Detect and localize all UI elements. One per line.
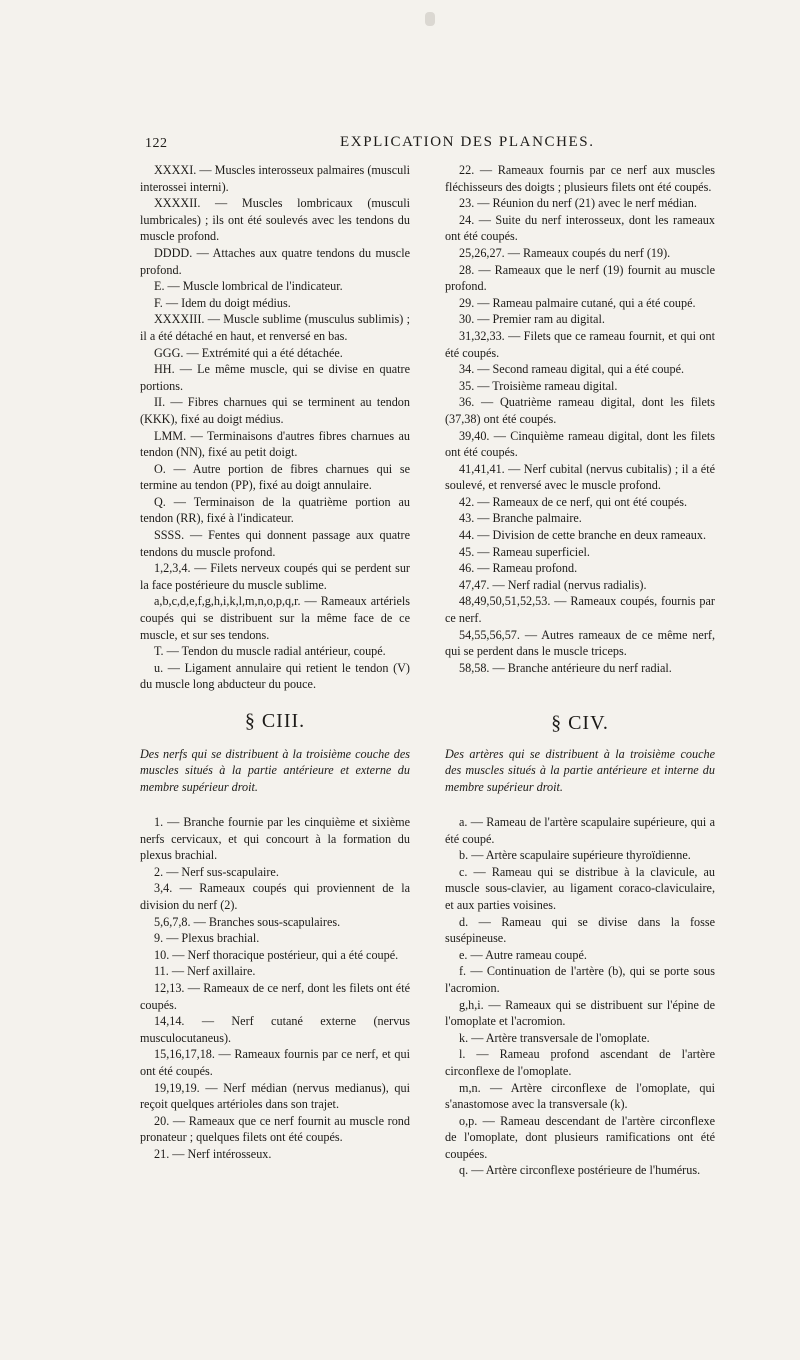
entry: 28. — Rameaux que le nerf (19) fournit au muscle profond. (445, 262, 715, 294)
entry: 35. — Troisième rameau digital. (459, 378, 618, 393)
entry: 21. — Nerf intérosseux. (154, 1146, 272, 1161)
entry: d. — Rameau qui se divise dans la fosse susépineuse. (445, 914, 715, 946)
section-heading-civ: § CIV. (551, 712, 609, 734)
entry: e. — Autre rameau coupé. (459, 947, 587, 962)
left-column-bottom (140, 814, 410, 1162)
entry: 11. — Nerf axillaire. (154, 964, 256, 979)
section-description-civ: Des artères qui se distribuent à la troisième couche des muscles situés à la partie antérieure et interne du membre supérieur droit. (445, 747, 715, 794)
entry: 58,58. — Branche antérieure du nerf radial. (459, 660, 672, 675)
entry: 45. — Rameau superficiel. (459, 544, 590, 559)
entry: 41,41,41. — Nerf cubital (nervus cubitalis) ; il a été soulevé, et renversé avec le muscle profond. (445, 461, 715, 493)
entry: 46. — Rameau profond. (459, 561, 578, 576)
entry: 22. — Rameaux fournis par ce nerf aux muscles fléchisseurs des doigts ; plusieurs filets ont été coupés. (445, 163, 715, 194)
entry: q. — Artère circonflexe postérieure de l'humérus. (459, 1163, 701, 1178)
entry: XXXXIII. — Muscle sublime (musculus sublimis) ; il a été détaché en haut, et renversé en bas. (140, 312, 410, 343)
entry: 12,13. — Rameaux de ce nerf, dont les filets ont été coupés. (140, 980, 410, 1012)
entry: 20. — Rameaux que ce nerf fournit au muscle rond pronateur ; quelques filets ont été coupés. (140, 1113, 410, 1145)
entry: b. — Artère scapulaire supérieure thyroïdienne. (459, 848, 691, 863)
entry: 19,19,19. — Nerf médian (nervus medianus), qui reçoit quelques artérioles dans son trajet. (140, 1080, 410, 1112)
entry: 43. — Branche palmaire. (459, 511, 582, 526)
entry: c. — Rameau qui se distribue à la clavicule, au muscle sous-clavier, au ligament coraco-claviculaire, et aux parties voisines. (445, 864, 715, 912)
entry: F. — Idem du doigt médius. (154, 295, 291, 310)
entry: o,p. — Rameau descendant de l'artère circonflexe de l'omoplate, dont plusieurs ramifications ont été coupées. (445, 1113, 715, 1161)
entry: XXXXII. — Muscles lombricaux (musculi lumbricales) ; ils ont été soulevés avec les tendons du muscle profond. (140, 196, 410, 244)
entry: 23. — Réunion du nerf (21) avec le nerf médian. (459, 196, 697, 211)
entry: DDDD. — Attaches aux quatre tendons du muscle profond. (140, 245, 410, 277)
entry: E. — Muscle lombrical de l'indicateur. (154, 279, 343, 294)
entry: 29. — Rameau palmaire cutané, qui a été coupé. (459, 295, 696, 310)
entry: 54,55,56,57. — Autres rameaux de ce même nerf, qui se perdent dans le muscle triceps. (445, 627, 715, 659)
entry: k. — Artère transversale de l'omoplate. (459, 1030, 650, 1045)
entry: 44. — Division de cette branche en deux rameaux. (459, 528, 707, 543)
entry: SSSS. — Fentes qui donnent passage aux quatre tendons du muscle profond. (140, 528, 410, 559)
entry: 48,49,50,51,52,53. — Rameaux coupés, fournis par ce nerf. (445, 594, 715, 626)
entry: m,n. — Artère circonflexe de l'omoplate, qui s'anastomose avec la transversale (k). (445, 1080, 715, 1112)
entry: 3,4. — Rameaux coupés qui proviennent de la division du nerf (2). (140, 881, 410, 912)
entry: II. — Fibres charnues qui se terminent au tendon (KKK), fixé au doigt médius. (140, 395, 410, 426)
entry: XXXXI. — Muscles interosseux palmaires (musculi interossei interni). (140, 163, 410, 194)
entry: 2. — Nerf sus-scapulaire. (154, 864, 279, 879)
entry: g,h,i. — Rameaux qui se distribuent sur l'épine de l'omoplate et l'acromion. (445, 997, 715, 1029)
entry: 30. — Premier ram au digital. (459, 312, 605, 327)
entry: 9. — Plexus brachial. (154, 931, 260, 946)
entry: O. — Autre portion de fibres charnues qui se termine au tendon (PP), fixé au doigt annulaire. (140, 461, 410, 493)
entry: 47,47. — Nerf radial (nervus radialis). (459, 577, 647, 592)
entry: a. — Rameau de l'artère scapulaire supérieure, qui a été coupé. (445, 815, 715, 846)
section-description-ciii: Des nerfs qui se distribuent à la troisième couche des muscles situés à la partie antérieure et externe du membre supérieur droit. (140, 747, 410, 794)
entry: 34. — Second rameau digital, qui a été coupé. (459, 362, 685, 377)
paper-stain (425, 12, 435, 26)
entry: a,b,c,d,e,f,g,h,i,k,l,m,n,o,p,q,r. — Rameaux artériels coupés qui se distribuent sur la même face de ce muscle, et sur ses tendons. (140, 594, 410, 642)
entry: 5,6,7,8. — Branches sous-scapulaires. (154, 914, 341, 929)
entry: l. — Rameau profond ascendant de l'artère circonflexe de l'omoplate. (445, 1047, 715, 1078)
left-column-top (140, 162, 410, 693)
entry: GGG. — Extrémité qui a été détachée. (154, 345, 343, 360)
entry: 14,14. — Nerf cutané externe (nervus musculocutaneus). (140, 1014, 410, 1045)
page-number: 122 (145, 136, 168, 151)
entry: f. — Continuation de l'artère (b), qui se porte sous l'acromion. (445, 964, 715, 995)
right-column-bottom (445, 814, 715, 1179)
entry: 10. — Nerf thoracique postérieur, qui a été coupé. (154, 947, 399, 962)
entry: u. — Ligament annulaire qui retient le tendon (V) du muscle long abducteur du pouce. (140, 660, 410, 692)
entry: 31,32,33. — Filets que ce rameau fournit, et qui ont été coupés. (445, 328, 715, 360)
entry: 36. — Quatrième rameau digital, dont les filets (37,38) ont été coupés. (445, 395, 715, 426)
right-column-top (445, 162, 715, 676)
entry: LMM. — Terminaisons d'autres fibres charnues au tendon (NN), fixé au petit doigt. (140, 428, 410, 460)
entry: 1. — Branche fournie par les cinquième et sixième nerfs cervicaux, et qui concourt à la formation du plexus brachial. (140, 815, 410, 863)
entry: T. — Tendon du muscle radial antérieur, coupé. (154, 644, 386, 659)
entry: 15,16,17,18. — Rameaux fournis par ce nerf, et qui ont été coupés. (140, 1047, 410, 1078)
running-head: EXPLICATION DES PLANCHES. (340, 134, 595, 150)
entry: 39,40. — Cinquième rameau digital, dont les filets ont été coupés. (445, 428, 715, 460)
entry: Q. — Terminaison de la quatrième portion au tendon (RR), fixé à l'indicateur. (140, 494, 410, 526)
entry: 24. — Suite du nerf interosseux, dont les rameaux ont été coupés. (445, 212, 715, 244)
section-heading-ciii: § CIII. (244, 710, 306, 732)
entry: 42. — Rameaux de ce nerf, qui ont été coupés. (459, 494, 688, 509)
entry: 25,26,27. — Rameaux coupés du nerf (19). (459, 245, 671, 260)
entry: 1,2,3,4. — Filets nerveux coupés qui se perdent sur la face postérieure du muscle sublime. (140, 561, 410, 592)
entry: HH. — Le même muscle, qui se divise en quatre portions. (140, 362, 410, 393)
